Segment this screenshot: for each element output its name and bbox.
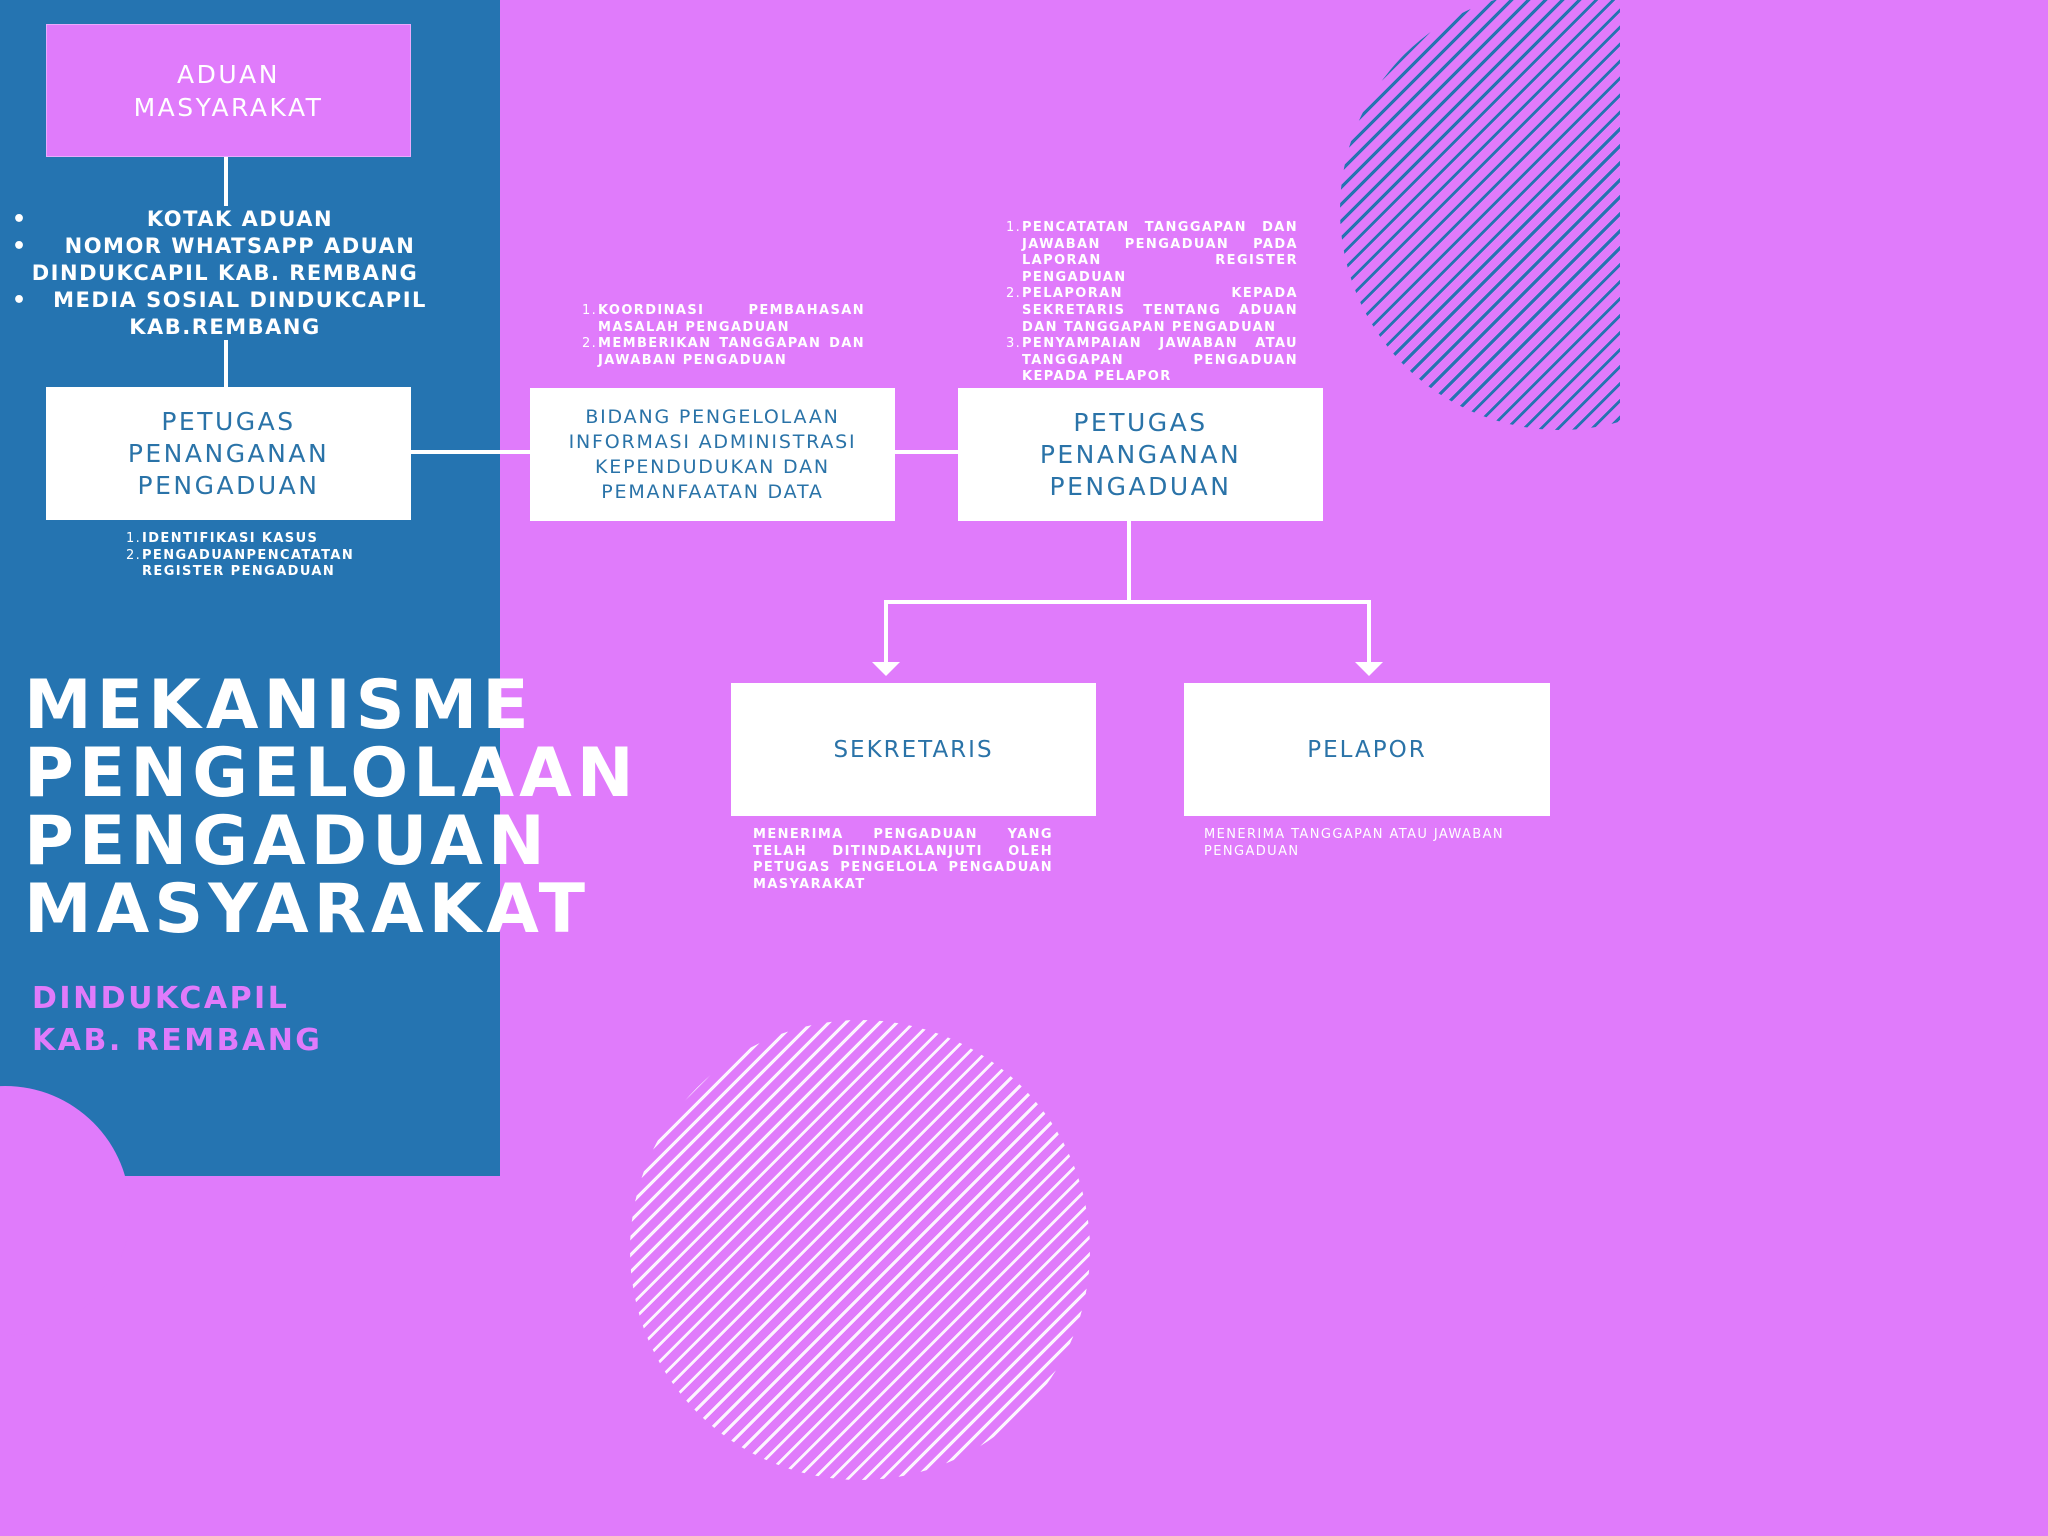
organization-subtitle <box>32 978 322 1062</box>
step-text: PENGADUANPENCATATAN REGISTER PENGADUAN <box>142 547 355 580</box>
complaint-channels-list <box>10 206 440 341</box>
title-line4: MASYARAKAT <box>24 870 591 949</box>
middle-box-line3: KEPENDUDUKAN DAN <box>595 455 830 478</box>
arrow-down-icon <box>1355 662 1383 676</box>
step-text: PENYAMPAIAN JAWABAN ATAU TANGGAPAN PENGADUAN KEPADA PELAPOR <box>1022 336 1298 385</box>
step-text: PELAPORAN KEPADA SEKRETARIS TENTANG ADUAN DAN TANGGAPAN PENGADUAN <box>1022 286 1298 335</box>
step-number: 2. <box>582 336 598 352</box>
channel-item-line1: • KOTAK ADUAN <box>146 207 334 231</box>
pelapor-box <box>1184 683 1550 816</box>
right-box-line3: PENGADUAN <box>1049 471 1232 501</box>
petugas-penanganan-right-box <box>958 388 1323 521</box>
left-box-line3: PENGADUAN <box>137 470 320 500</box>
step-number: 2. <box>1006 286 1022 302</box>
pelapor-label: PELAPOR <box>1307 736 1427 763</box>
title-line1: MEKANISME <box>24 666 534 745</box>
left-step-item <box>126 547 355 581</box>
connector-top-to-channels <box>224 156 228 206</box>
connector-middle-to-right <box>894 450 958 454</box>
sekretaris-box <box>731 683 1096 816</box>
middle-steps-list <box>584 303 865 369</box>
step-number: 3. <box>1006 336 1022 352</box>
middle-box-line1: BIDANG PENGELOLAAN <box>585 405 840 428</box>
step-number: 1. <box>582 303 598 318</box>
right-step-item <box>1008 220 1298 286</box>
left-steps-list <box>126 531 355 581</box>
channel-item <box>10 233 440 287</box>
middle-box-line4: PEMANFAATAN DATA <box>601 480 824 503</box>
channel-item <box>10 287 440 341</box>
channel-item <box>10 206 440 233</box>
channel-item-line2: DINDUKCAPIL KAB. REMBANG <box>31 261 419 285</box>
step-text: PENCATATAN TANGGAPAN DAN JAWABAN PENGADUAN PADA LAPORAN REGISTER PENGADUAN <box>1022 220 1298 285</box>
sekretaris-note: MENERIMA PENGADUAN YANG TELAH DITINDAKLANJUTI OLEH PETUGAS PENGELOLA PENGADUAN MASYARAKAT <box>753 827 1053 892</box>
middle-box-line2: INFORMASI ADMINISTRASI <box>568 430 857 453</box>
subtitle-line1: DINDUKCAPIL <box>32 981 290 1016</box>
title-line3: PENGADUAN <box>24 802 550 881</box>
middle-step-item <box>584 303 865 336</box>
aduan-masyarakat-box <box>46 24 411 157</box>
channel-item-line2: KAB.REMBANG <box>129 315 321 339</box>
right-box-line1: PETUGAS <box>1073 407 1208 437</box>
right-steps-list <box>1008 220 1298 386</box>
left-box-line1: PETUGAS <box>161 406 296 436</box>
step-text: IDENTIFIKASI KASUS <box>142 531 319 546</box>
petugas-penanganan-left-box <box>46 387 411 520</box>
connector-branch-to-pelapor <box>1367 600 1371 664</box>
page-title <box>24 666 664 949</box>
left-step-item <box>128 531 348 548</box>
step-text: MEMBERIKAN TANGGAPAN DAN JAWABAN PENGADUAN <box>598 336 865 368</box>
connector-left-to-middle <box>410 450 530 454</box>
aduan-masyarakat-line1: ADUAN <box>177 59 280 89</box>
arrow-down-icon <box>872 662 900 676</box>
left-box-line2: PENANGANAN <box>127 438 330 468</box>
connector-branch-horizontal <box>884 600 1371 604</box>
right-violet-panel <box>500 0 1568 1176</box>
connector-right-box-down <box>1127 521 1131 603</box>
connector-branch-to-sekretaris <box>884 600 888 664</box>
step-text: KOORDINASI PEMBAHASAN MASALAH PENGADUAN <box>598 303 865 335</box>
channel-item-line1: • MEDIA SOSIAL DINDUKCAPIL <box>53 288 427 312</box>
title-line2: PENGELOLAAN <box>24 734 639 813</box>
middle-step-item <box>584 336 865 369</box>
channel-item-line1: • NOMOR WHATSAPP ADUAN <box>64 234 416 258</box>
connector-channels-to-left-box <box>224 340 228 387</box>
step-number: 2. <box>126 547 142 563</box>
right-step-item <box>1008 286 1298 336</box>
subtitle-line2: KAB. REMBANG <box>32 1023 323 1058</box>
pelapor-note: MENERIMA TANGGAPAN ATAU JAWABAN PENGADUAN <box>1204 827 1504 859</box>
step-number: 1. <box>126 531 142 546</box>
step-number: 1. <box>1006 220 1022 235</box>
sekretaris-label: SEKRETARIS <box>833 736 994 763</box>
bidang-pengelolaan-box <box>530 388 895 521</box>
right-box-line2: PENANGANAN <box>1039 439 1242 469</box>
right-step-item <box>1008 336 1298 386</box>
aduan-masyarakat-line2: MASYARAKAT <box>133 92 324 122</box>
